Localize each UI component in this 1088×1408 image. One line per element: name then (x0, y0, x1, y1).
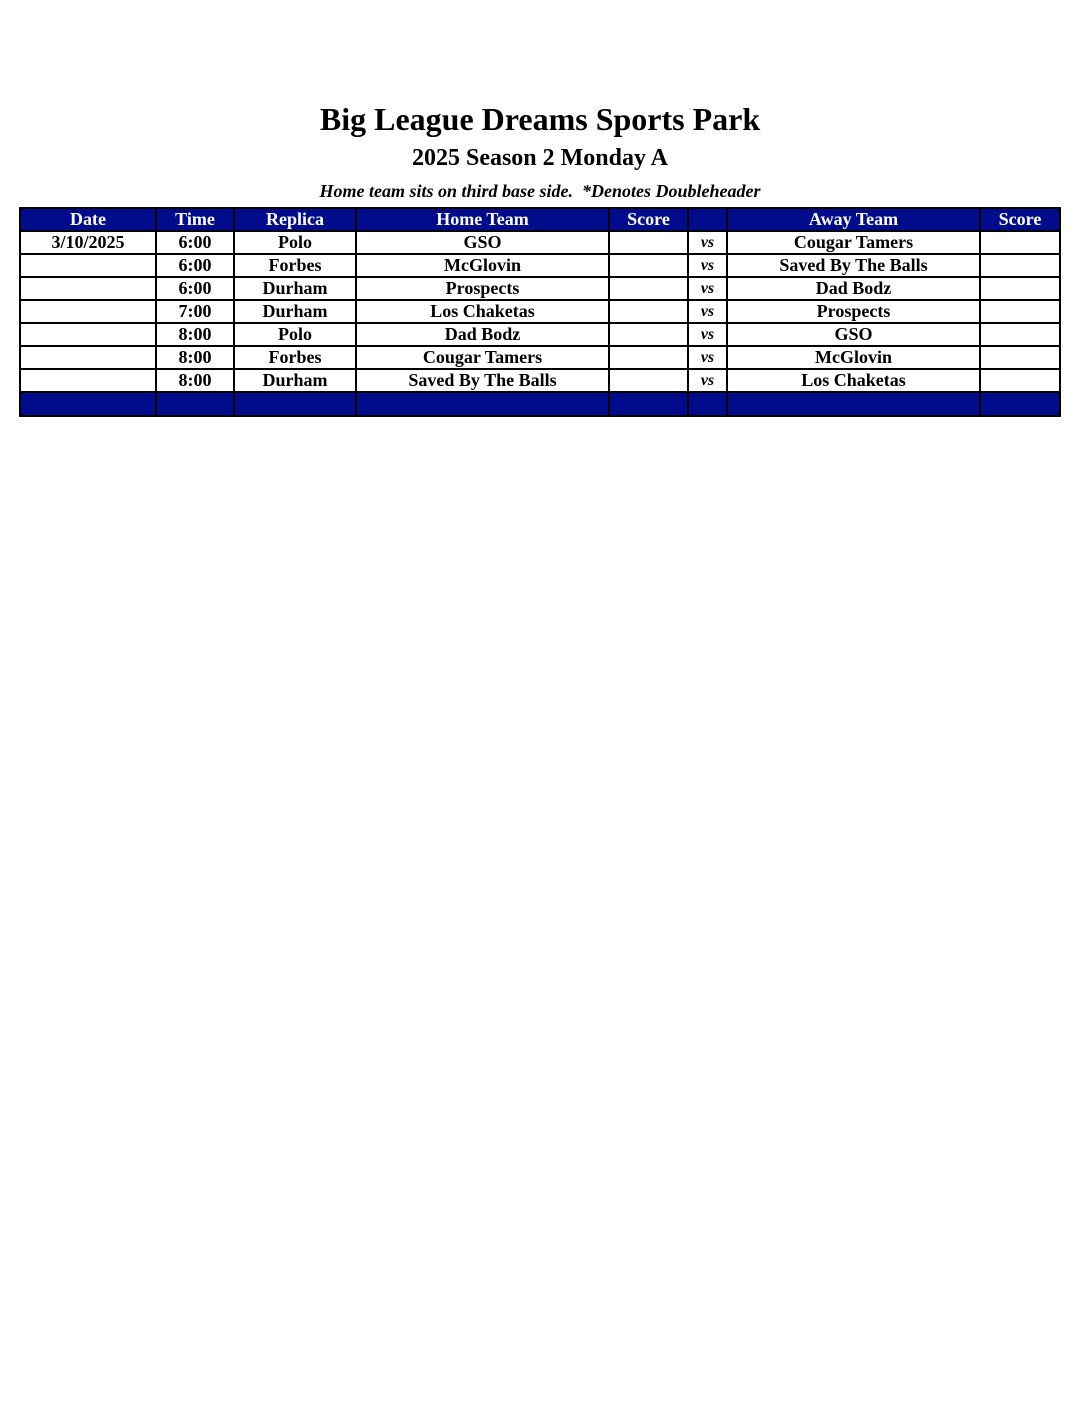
cell-date (20, 277, 156, 300)
cell-date (20, 346, 156, 369)
cell-away-score (980, 254, 1060, 277)
cell-time: 8:00 (156, 369, 234, 392)
cell-replica: Durham (234, 300, 356, 323)
cell-vs: vs (688, 346, 727, 369)
cell-home-score (609, 369, 688, 392)
header-date: Date (20, 208, 156, 231)
cell-date (20, 254, 156, 277)
schedule-table (19, 207, 1061, 417)
table-header-row (20, 208, 1060, 231)
table-row (20, 346, 1060, 369)
cell-home-team: Saved By The Balls (356, 369, 609, 392)
cell-time: 6:00 (156, 254, 234, 277)
cell-vs: vs (688, 277, 727, 300)
cell-away-team: GSO (727, 323, 980, 346)
cell-home-score (609, 277, 688, 300)
cell-home-score (609, 254, 688, 277)
table-row (20, 300, 1060, 323)
cell-date (20, 300, 156, 323)
cell-home-score (609, 323, 688, 346)
cell-away-team: Dad Bodz (727, 277, 980, 300)
table-row (20, 369, 1060, 392)
cell-time: 7:00 (156, 300, 234, 323)
cell-away-score (980, 231, 1060, 254)
table-row (20, 277, 1060, 300)
cell-vs: vs (688, 369, 727, 392)
cell-vs: vs (688, 231, 727, 254)
cell-home-team: Los Chaketas (356, 300, 609, 323)
cell-replica: Forbes (234, 346, 356, 369)
cell-time: 8:00 (156, 323, 234, 346)
cell-date (20, 369, 156, 392)
cell-home-score (609, 231, 688, 254)
cell-home-team: Cougar Tamers (356, 346, 609, 369)
cell-replica: Durham (234, 369, 356, 392)
page-subtitle: 2025 Season 2 Monday A (411, 145, 669, 171)
cell-time: 8:00 (156, 346, 234, 369)
cell-away-score (980, 277, 1060, 300)
cell-time: 6:00 (156, 231, 234, 254)
cell-replica: Durham (234, 277, 356, 300)
cell-away-score (980, 323, 1060, 346)
cell-away-team: Los Chaketas (727, 369, 980, 392)
cell-replica: Polo (234, 323, 356, 346)
cell-home-team: Dad Bodz (356, 323, 609, 346)
cell-away-team: Cougar Tamers (727, 231, 980, 254)
cell-replica: Forbes (234, 254, 356, 277)
table-footer-bar (20, 392, 1060, 416)
header-home-score: Score (609, 208, 688, 231)
cell-away-score (980, 346, 1060, 369)
cell-time: 6:00 (156, 277, 234, 300)
header-replica: Replica (234, 208, 356, 231)
table-row (20, 323, 1060, 346)
cell-replica: Polo (234, 231, 356, 254)
cell-home-team: GSO (356, 231, 609, 254)
cell-home-score (609, 300, 688, 323)
cell-away-score (980, 369, 1060, 392)
header-away-team: Away Team (727, 208, 980, 231)
table-row (20, 231, 1060, 254)
cell-away-score (980, 300, 1060, 323)
cell-date (20, 323, 156, 346)
cell-vs: vs (688, 254, 727, 277)
schedule-note: Home team sits on third base side. *Denotes Doubleheader (319, 181, 761, 201)
header-home-team: Home Team (356, 208, 609, 231)
cell-vs: vs (688, 300, 727, 323)
table-row (20, 254, 1060, 277)
cell-home-team: Prospects (356, 277, 609, 300)
cell-vs: vs (688, 323, 727, 346)
header-away-score: Score (980, 208, 1060, 231)
cell-away-team: Saved By The Balls (727, 254, 980, 277)
header-vs (688, 208, 727, 231)
cell-date: 3/10/2025 (20, 231, 156, 254)
cell-away-team: McGlovin (727, 346, 980, 369)
cell-home-score (609, 346, 688, 369)
cell-home-team: McGlovin (356, 254, 609, 277)
header-time: Time (156, 208, 234, 231)
cell-away-team: Prospects (727, 300, 980, 323)
page-title: Big League Dreams Sports Park (319, 101, 761, 137)
